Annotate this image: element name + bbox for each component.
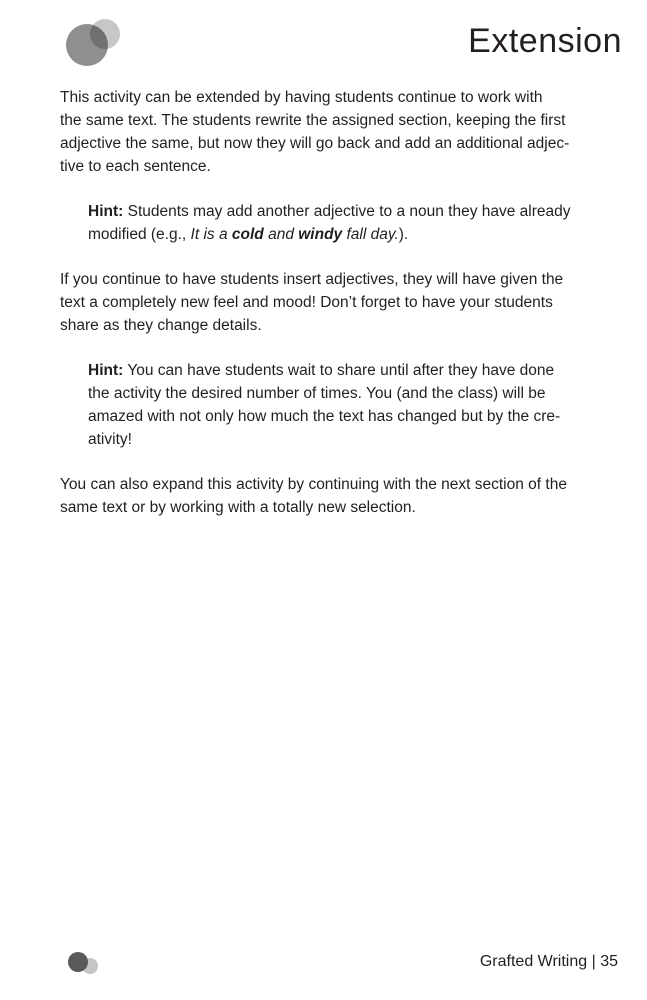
text-line: This activity can be extended by having students continue to work with <box>60 89 543 106</box>
text-line: ativity! <box>88 431 132 448</box>
text-line: the activity the desired number of times. You (and the class) will be <box>88 385 546 402</box>
logo-circle-light-icon <box>90 19 120 49</box>
text-line: You can also expand this activity by continuing with the next section of the <box>60 476 567 493</box>
hint-block <box>60 359 618 451</box>
paragraph-block <box>60 86 618 178</box>
footer-page-label: Grafted Writing | 35 <box>479 953 618 970</box>
paragraph-block <box>60 473 618 519</box>
page-title: Extension <box>468 22 622 60</box>
text-line: same text or by working with a totally new selection. <box>60 499 416 516</box>
text-line: share as they change details. <box>60 317 262 334</box>
text-line: tive to each sentence. <box>60 158 211 175</box>
text-line: the same text. The students rewrite the assigned section, keeping the first <box>60 112 566 129</box>
text-line: text a completely new feel and mood! Don’t forget to have your students <box>60 294 553 311</box>
text-line: If you continue to have students insert adjectives, they will have given the <box>60 271 564 288</box>
text-line: Hint: You can have students wait to share until after they have done <box>88 362 555 379</box>
text-line: adjective the same, but now they will go back and add an additional adjec- <box>60 135 570 152</box>
page-content <box>60 86 618 541</box>
hint-block <box>60 200 618 246</box>
text-line: modified (e.g., It is a cold and windy fall day.). <box>88 226 409 243</box>
text-line: amazed with not only how much the text has changed but by the cre- <box>88 408 561 425</box>
publisher-logo-icon <box>66 19 122 67</box>
paragraph-block <box>60 268 618 337</box>
footer-logo-icon <box>68 952 100 976</box>
footer-logo-circle-dark-icon <box>68 952 88 972</box>
text-line: Hint: Students may add another adjective to a noun they have already <box>88 203 571 220</box>
